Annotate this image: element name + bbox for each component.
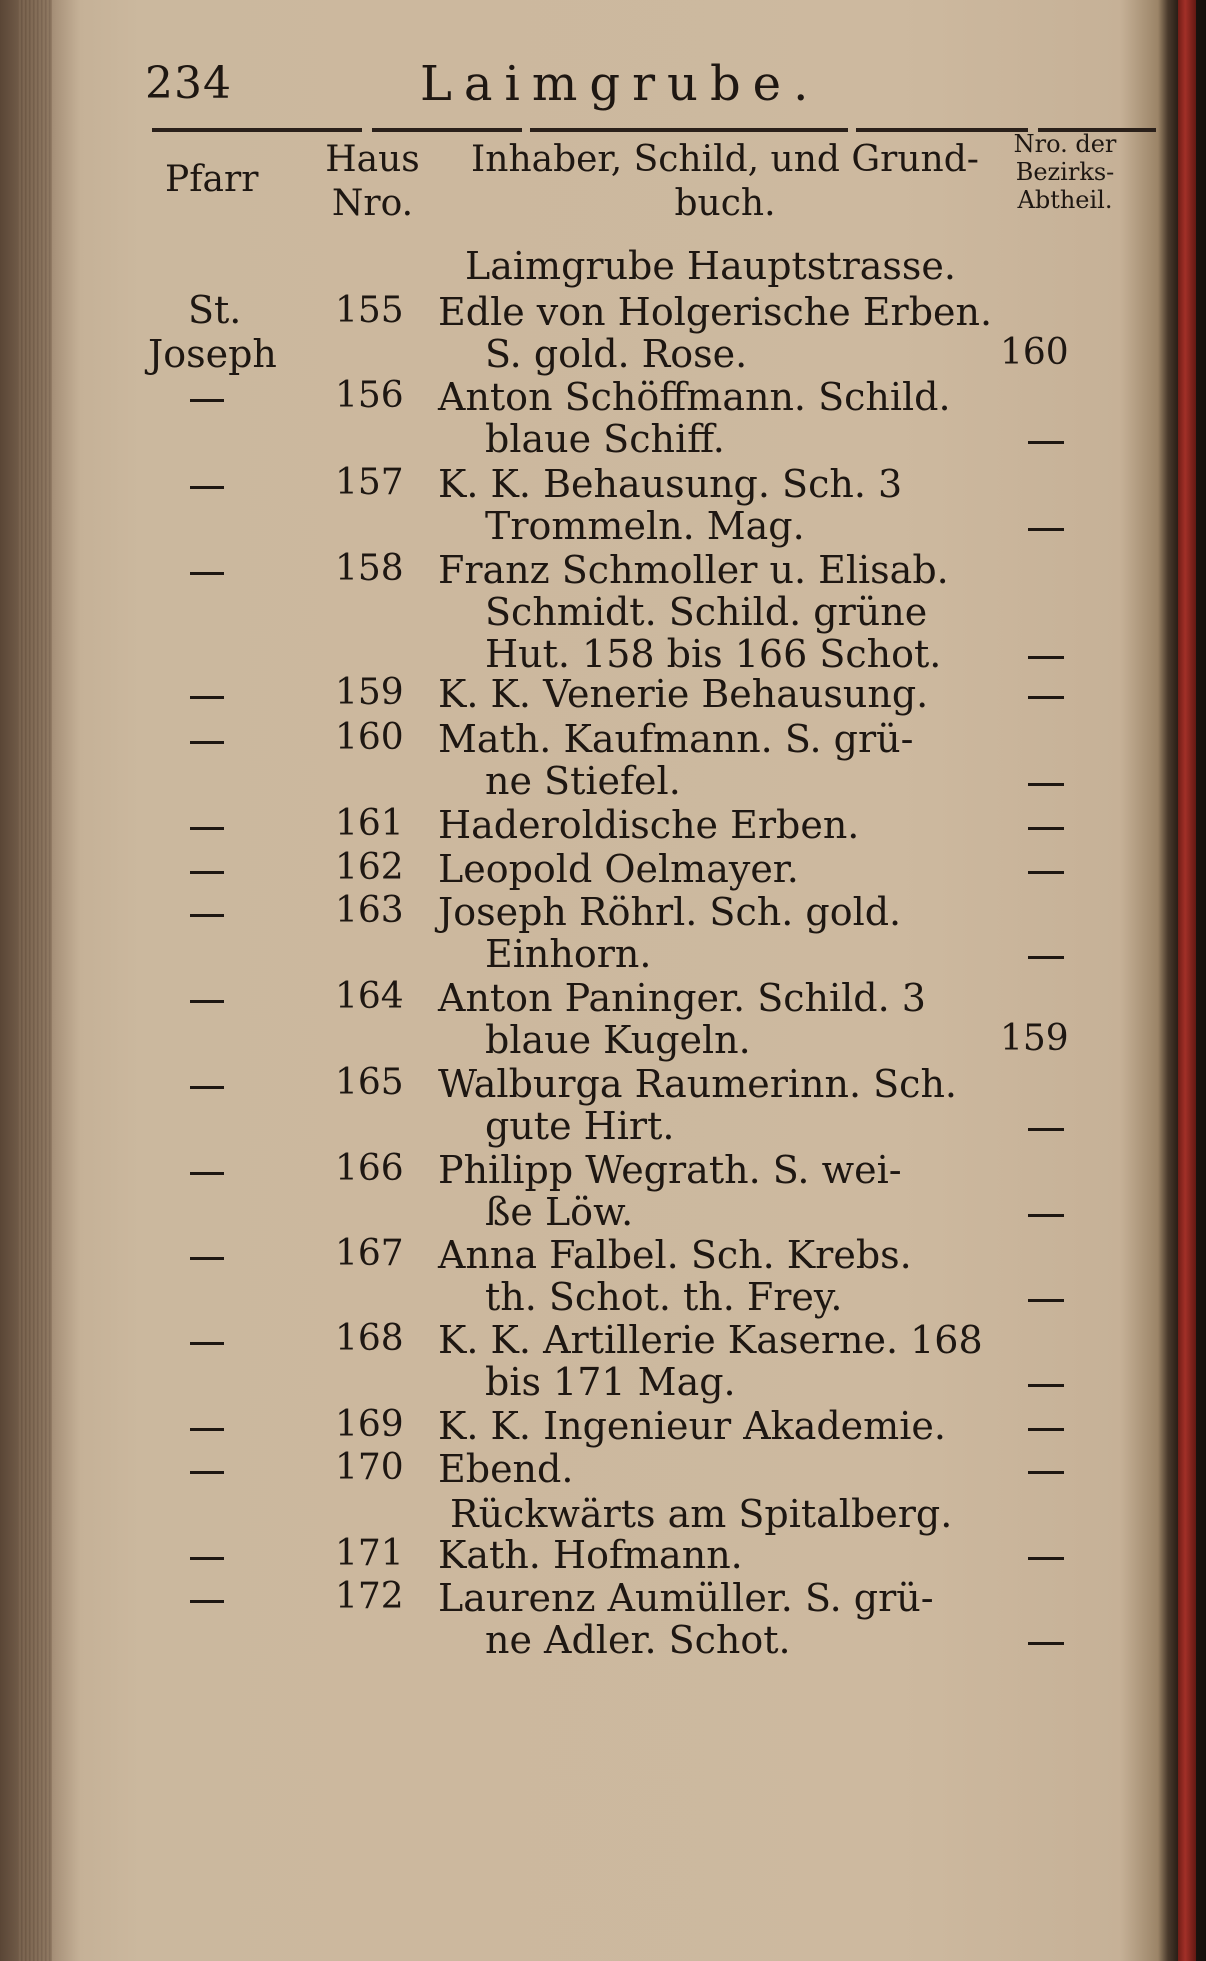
column-header-pfarr: Pfarr (165, 159, 259, 200)
haus-number: 157 (335, 462, 404, 503)
haus-number: 166 (335, 1148, 404, 1189)
entry-line: Einhorn. (485, 932, 652, 976)
haus-number: 169 (335, 1404, 404, 1445)
haus-number: 172 (335, 1576, 404, 1617)
haus-number: 170 (335, 1447, 404, 1488)
haus-number: 161 (335, 803, 404, 844)
haus-number: 164 (335, 976, 404, 1017)
column-header-inhaber-line2: buch. (674, 183, 776, 224)
column-header-inhaber-line1: Inhaber, Schild, und Grund- (471, 139, 979, 180)
bezirk-ditto-dash (1028, 827, 1064, 830)
bezirk-number: 160 (1000, 332, 1069, 373)
bezirk-ditto-dash (1028, 1642, 1064, 1645)
pfarr-ditto-dash (190, 1172, 224, 1175)
entry-line: K. K. Behausung. Sch. 3 (438, 462, 903, 506)
column-header-bezirk (975, 130, 1155, 214)
page-stack-edge (18, 0, 52, 1961)
bezirk-ditto-dash (1028, 528, 1064, 531)
bezirk-ditto-dash (1028, 1471, 1064, 1474)
entry-line: ne Adler. Schot. (485, 1618, 791, 1662)
pfarr-ditto-dash (190, 827, 224, 830)
entry-line: Franz Schmoller u. Elisab. (438, 548, 949, 592)
pfarr-ditto-dash (190, 914, 224, 917)
bezirk-number: 159 (1000, 1018, 1069, 1059)
pfarr-ditto-dash (190, 572, 224, 575)
pfarr-ditto-dash (190, 1557, 224, 1560)
pfarr-ditto-dash (190, 1471, 224, 1474)
haus-number: 158 (335, 548, 404, 589)
entry-line: Math. Kaufmann. S. grü- (438, 717, 914, 761)
entry-line: ne Stiefel. (485, 759, 681, 803)
entry-line: Anton Schöffmann. Schild. (438, 375, 951, 419)
entry-line: K. K. Venerie Behausung. (438, 672, 929, 716)
entry-line: Leopold Oelmayer. (438, 847, 799, 891)
entry-line: Edle von Holgerische Erben. (438, 290, 993, 334)
book-cover-rim (1178, 0, 1196, 1961)
pfarr-ditto-dash (190, 1257, 224, 1260)
pfarr-ditto-dash (190, 399, 224, 402)
haus-number: 155 (335, 290, 404, 331)
pfarr-name-line1: St. (188, 288, 242, 332)
entry-line: Haderoldische Erben. (438, 803, 860, 847)
bezirk-ditto-dash (1028, 1384, 1064, 1387)
haus-number: 163 (335, 890, 404, 931)
pfarr-ditto-dash (190, 1600, 224, 1603)
pfarr-ditto-dash (190, 1342, 224, 1345)
haus-number: 160 (335, 717, 404, 758)
section-title-spitalberg: Rückwärts am Spitalberg. (450, 1492, 953, 1536)
entry-line: Ebend. (438, 1447, 574, 1491)
haus-number: 162 (335, 847, 404, 888)
column-header-inhaber (450, 138, 1000, 226)
section-title-hauptstrasse: Laimgrube Hauptstrasse. (465, 244, 956, 288)
entry-line: S. gold. Rose. (485, 332, 748, 376)
entry-line: th. Schot. th. Frey. (485, 1275, 843, 1319)
book-page (60, 0, 1160, 1961)
bezirk-ditto-dash (1028, 1214, 1064, 1217)
haus-number: 156 (335, 375, 404, 416)
header-rule-2 (372, 128, 522, 132)
haus-number: 167 (335, 1233, 404, 1274)
page-number: 234 (145, 58, 232, 109)
bezirk-ditto-dash (1028, 871, 1064, 874)
entry-line: Hut. 158 bis 166 Schot. (485, 632, 942, 676)
entry-line: blaue Schiff. (485, 417, 725, 461)
running-title: Laimgrube. (420, 56, 821, 112)
bezirk-ditto-dash (1028, 656, 1064, 659)
column-header-bezirk-line1: Nro. der (1013, 130, 1117, 158)
column-header-haus-line2: Nro. (331, 183, 414, 224)
entry-line: Trommeln. Mag. (485, 504, 805, 548)
header-rule-1 (152, 128, 362, 132)
pfarr-name-line2: Joseph (148, 332, 277, 376)
haus-number: 168 (335, 1318, 404, 1359)
entry-line: Schmidt. Schild. grüne (485, 590, 928, 634)
entry-line: K. K. Artillerie Kaserne. 168 (438, 1318, 983, 1362)
bezirk-ditto-dash (1028, 1299, 1064, 1302)
pfarr-ditto-dash (190, 1000, 224, 1003)
entry-line: Joseph Röhrl. Sch. gold. (438, 890, 902, 934)
entry-line: gute Hirt. (485, 1104, 675, 1148)
pfarr-ditto-dash (190, 486, 224, 489)
column-header-haus (315, 138, 430, 226)
entry-line: ße Löw. (485, 1190, 634, 1234)
entry-line: Anton Paninger. Schild. 3 (438, 976, 926, 1020)
pfarr-ditto-dash (190, 696, 224, 699)
entry-line: Philipp Wegrath. S. wei- (438, 1148, 902, 1192)
column-header-haus-line1: Haus (325, 139, 420, 180)
entry-line: blaue Kugeln. (485, 1018, 751, 1062)
bezirk-ditto-dash (1028, 1557, 1064, 1560)
haus-number: 159 (335, 672, 404, 713)
bezirk-ditto-dash (1028, 783, 1064, 786)
header-rule-3 (530, 128, 848, 132)
pfarr-ditto-dash (190, 1428, 224, 1431)
bezirk-ditto-dash (1028, 956, 1064, 959)
column-header-bezirk-line3: Abtheil. (1017, 186, 1113, 214)
column-header-bezirk-line2: Bezirks- (1015, 158, 1115, 186)
bezirk-ditto-dash (1028, 441, 1064, 444)
bezirk-ditto-dash (1028, 696, 1064, 699)
pfarr-ditto-dash (190, 741, 224, 744)
entry-line: Anna Falbel. Sch. Krebs. (438, 1233, 912, 1277)
entry-line: K. K. Ingenieur Akademie. (438, 1404, 946, 1448)
haus-number: 171 (335, 1533, 404, 1574)
bezirk-ditto-dash (1028, 1428, 1064, 1431)
pfarr-ditto-dash (190, 1086, 224, 1089)
entry-line: Walburga Raumerinn. Sch. (438, 1062, 958, 1106)
haus-number: 165 (335, 1062, 404, 1103)
entry-line: Kath. Hofmann. (438, 1533, 743, 1577)
entry-line: Laurenz Aumüller. S. grü- (438, 1576, 934, 1620)
bezirk-ditto-dash (1028, 1128, 1064, 1131)
entry-line: bis 171 Mag. (485, 1360, 736, 1404)
pfarr-ditto-dash (190, 871, 224, 874)
